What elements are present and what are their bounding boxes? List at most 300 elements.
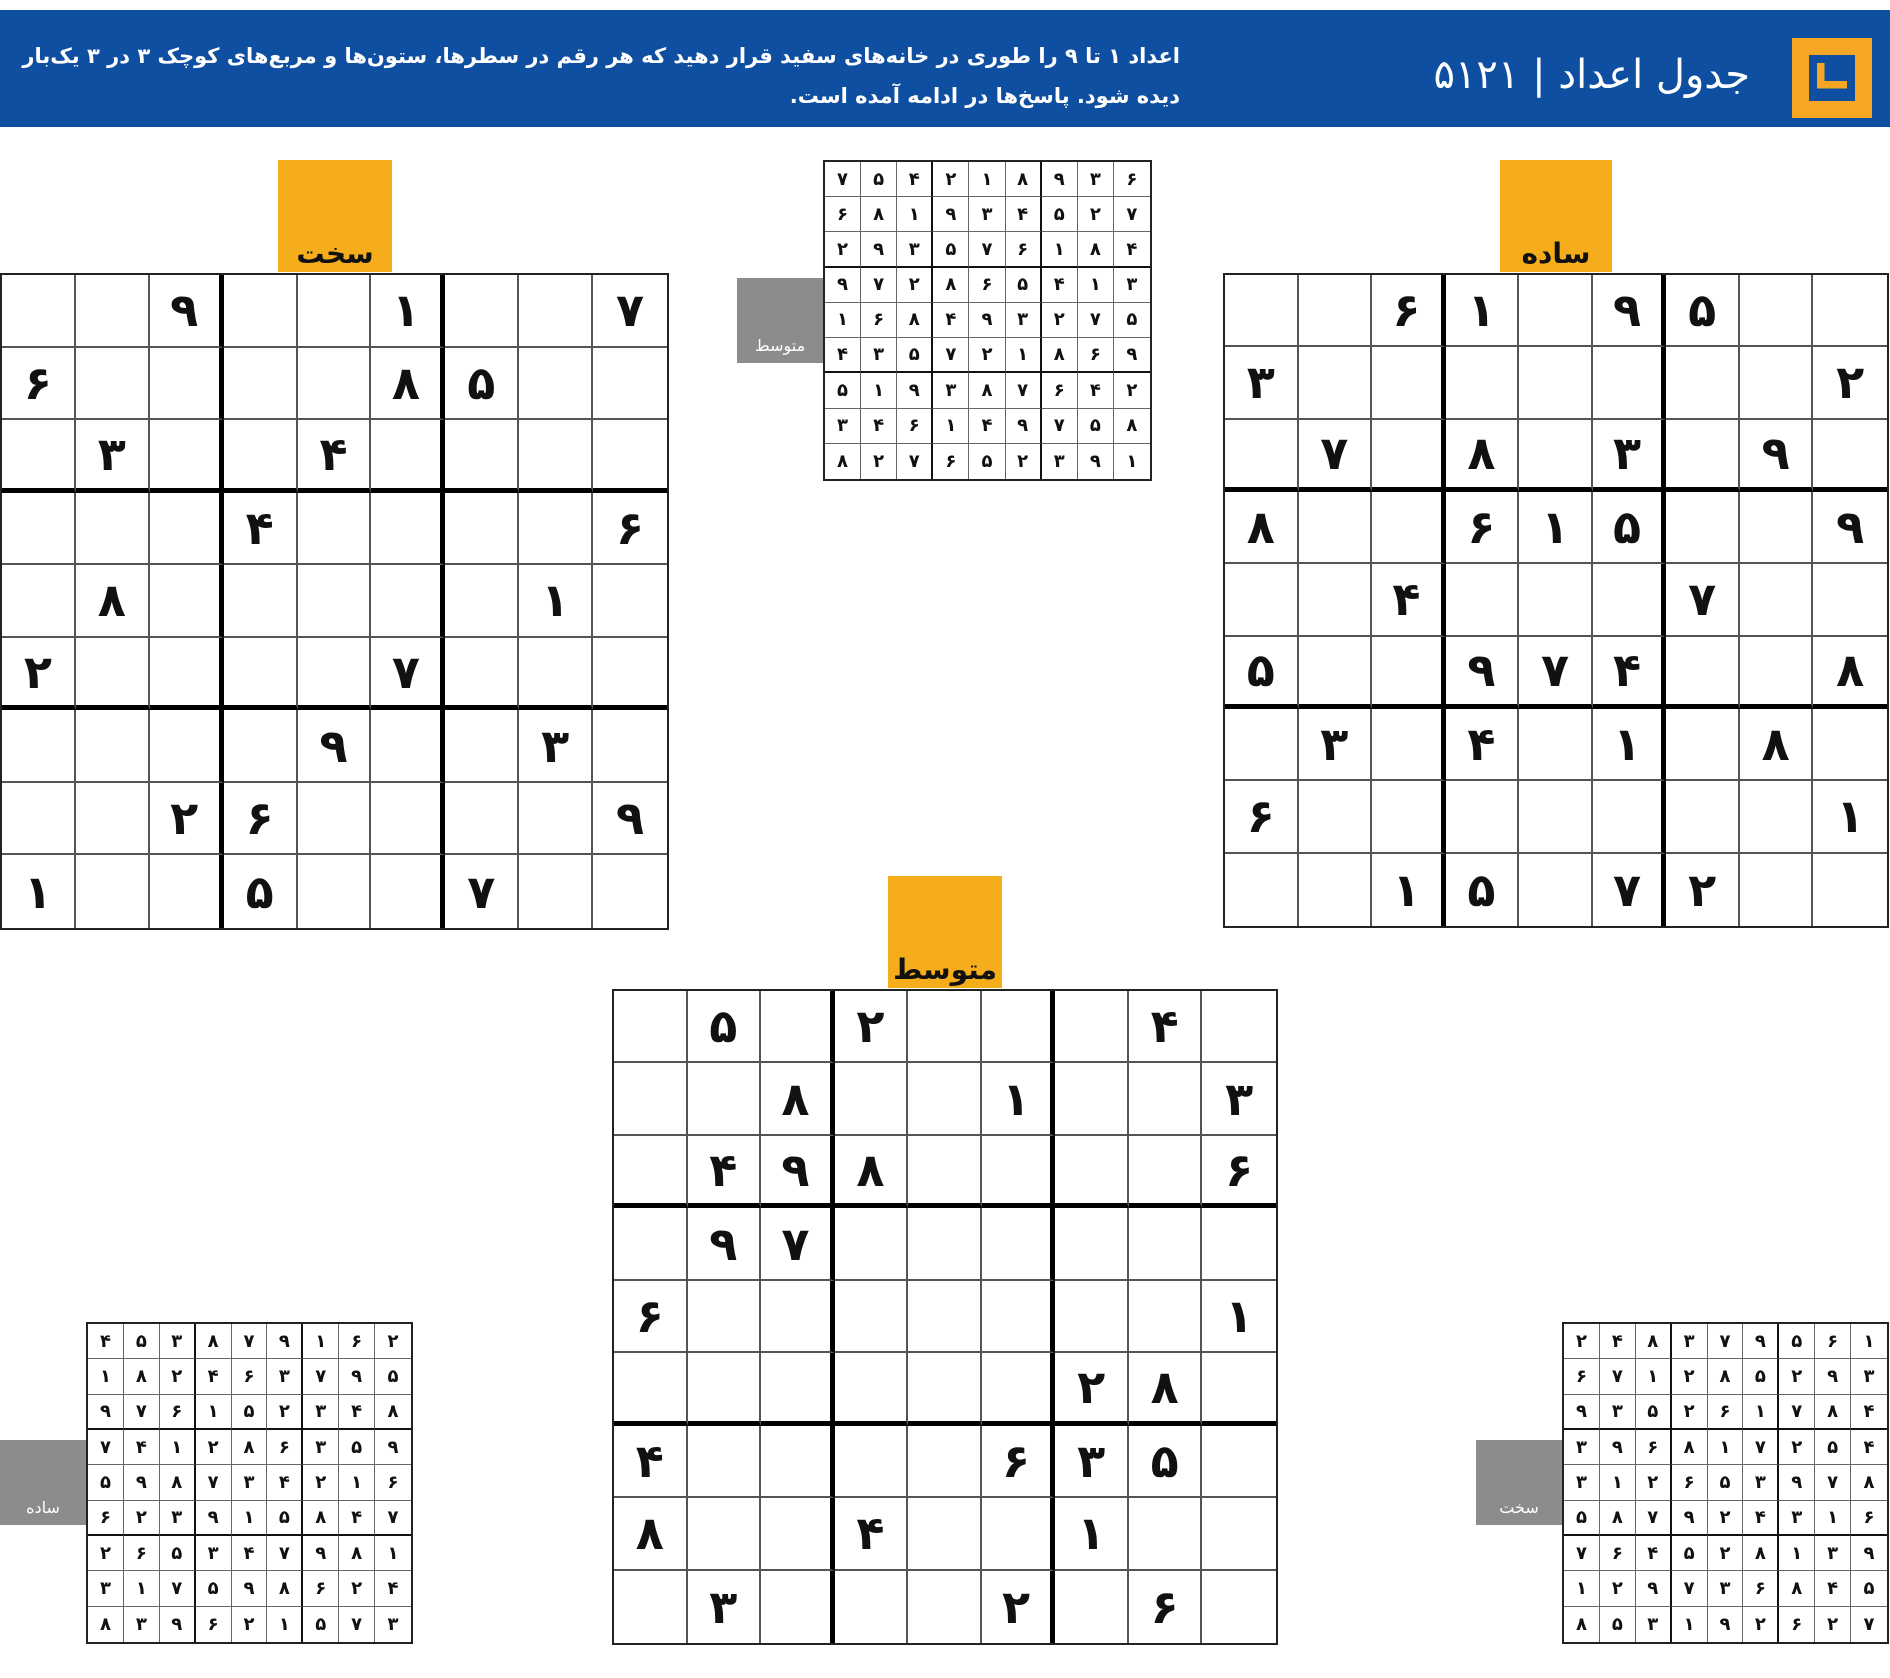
sudoku-cell[interactable]: [761, 991, 835, 1063]
sudoku-cell: ۷: [1564, 1536, 1600, 1571]
sudoku-cell[interactable]: [1225, 854, 1299, 926]
sudoku-cell: ۵: [1129, 1426, 1203, 1498]
sudoku-cell[interactable]: [908, 1426, 982, 1498]
sudoku-cell: ۴: [933, 303, 969, 338]
difficulty-tag-easy: [1500, 160, 1612, 272]
sudoku-cell: ۵: [1446, 854, 1520, 926]
sudoku-cell: ۴: [88, 1324, 124, 1359]
sudoku-cell: ۵: [825, 373, 861, 408]
sudoku-cell[interactable]: [1299, 781, 1373, 853]
sudoku-cell[interactable]: [2, 783, 76, 856]
sudoku-cell: ۵: [232, 1395, 268, 1430]
sudoku-cell[interactable]: [519, 638, 593, 711]
sudoku-cell: ۶: [1672, 1465, 1708, 1500]
sudoku-cell[interactable]: [2, 565, 76, 638]
sudoku-cell[interactable]: [982, 1353, 1056, 1425]
sudoku-cell[interactable]: [1446, 347, 1520, 419]
sudoku-cell[interactable]: [371, 420, 445, 493]
sudoku-cell[interactable]: [519, 855, 593, 928]
sudoku-cell: ۳: [1564, 1430, 1600, 1465]
sudoku-cell[interactable]: [908, 1353, 982, 1425]
sudoku-cell[interactable]: [1129, 1063, 1203, 1135]
sudoku-cell[interactable]: [1055, 1571, 1129, 1643]
sudoku-cell[interactable]: [371, 493, 445, 566]
sudoku-cell[interactable]: [224, 420, 298, 493]
sudoku-cell: ۳: [688, 1571, 762, 1643]
sudoku-cell: ۲: [88, 1536, 124, 1571]
sudoku-cell[interactable]: [1299, 637, 1373, 709]
sudoku-cell: ۵: [124, 1324, 160, 1359]
answer-grid-easy: [86, 1322, 413, 1644]
sudoku-cell[interactable]: [688, 1498, 762, 1570]
sudoku-cell: ۷: [267, 1536, 303, 1571]
sudoku-cell[interactable]: [1299, 854, 1373, 926]
sudoku-cell: ۲: [1006, 444, 1042, 479]
sudoku-cell[interactable]: [1372, 347, 1446, 419]
sudoku-cell: ۷: [232, 1324, 268, 1359]
sudoku-cell: ۱: [303, 1324, 339, 1359]
sudoku-cell: ۲: [1779, 1430, 1815, 1465]
sudoku-cell: ۲: [1672, 1395, 1708, 1430]
sudoku-cell[interactable]: [593, 420, 667, 493]
sudoku-cell[interactable]: [1299, 275, 1373, 347]
sudoku-cell: ۸: [196, 1324, 232, 1359]
sudoku-cell: ۹: [160, 1607, 196, 1642]
sudoku-cell: ۱: [1519, 492, 1593, 564]
sudoku-cell: ۳: [1672, 1324, 1708, 1359]
sudoku-cell[interactable]: [1202, 1208, 1276, 1280]
sudoku-cell[interactable]: [519, 493, 593, 566]
sudoku-cell: ۱: [1743, 1395, 1779, 1430]
sudoku-cell[interactable]: [1740, 275, 1814, 347]
sudoku-cell[interactable]: [1225, 709, 1299, 781]
sudoku-cell: ۱: [1126, 450, 1138, 472]
sudoku-cell[interactable]: [76, 493, 150, 566]
sudoku-cell[interactable]: [982, 1498, 1056, 1570]
sudoku-cell[interactable]: [371, 783, 445, 856]
sudoku-cell: ۱: [1815, 1501, 1851, 1536]
sudoku-cell: ۳: [267, 1359, 303, 1394]
sudoku-cell[interactable]: [1666, 637, 1740, 709]
sudoku-cell: ۸: [1636, 1324, 1672, 1359]
sudoku-cell[interactable]: [1202, 991, 1276, 1063]
sudoku-cell: ۵: [196, 1571, 232, 1606]
sudoku-cell: ۴: [298, 420, 372, 493]
header-bar: [0, 10, 1890, 127]
sudoku-cell[interactable]: [908, 1571, 982, 1643]
sudoku-cell[interactable]: [224, 710, 298, 783]
sudoku-cell: ۵: [1042, 197, 1078, 232]
sudoku-cell[interactable]: [835, 1281, 909, 1353]
sudoku-cell[interactable]: [1202, 1426, 1276, 1498]
sudoku-cell: ۸: [1813, 637, 1887, 709]
sudoku-cell: ۹: [969, 303, 1005, 338]
sudoku-cell[interactable]: [982, 1136, 1056, 1208]
sudoku-cell[interactable]: [1202, 1353, 1276, 1425]
sudoku-cell[interactable]: [224, 275, 298, 348]
sudoku-cell[interactable]: [761, 1498, 835, 1570]
sudoku-cell: ۱: [1672, 1607, 1708, 1642]
sudoku-cell[interactable]: [1666, 492, 1740, 564]
sudoku-cell[interactable]: [908, 991, 982, 1063]
sudoku-cell[interactable]: [593, 638, 667, 711]
instructions: [22, 36, 1180, 116]
sudoku-cell: ۶: [969, 268, 1005, 303]
sudoku-cell[interactable]: [1372, 492, 1446, 564]
sudoku-cell: ۳: [1055, 1426, 1129, 1498]
sudoku-cell: ۸: [1740, 709, 1814, 781]
sudoku-cell[interactable]: [150, 565, 224, 638]
sudoku-cell[interactable]: [1740, 781, 1814, 853]
sudoku-cell[interactable]: [1202, 1571, 1276, 1643]
sudoku-cell: ۱: [1851, 1324, 1887, 1359]
sudoku-cell: ۳: [1006, 303, 1042, 338]
sudoku-cell: ۴: [1636, 1536, 1672, 1571]
sudoku-cell[interactable]: [1666, 709, 1740, 781]
sudoku-cell: ۱: [969, 162, 1005, 197]
sudoku-cell[interactable]: [224, 638, 298, 711]
sudoku-cell[interactable]: [1055, 991, 1129, 1063]
sudoku-cell: ۹: [593, 783, 667, 856]
sudoku-cell: ۷: [445, 855, 519, 928]
sudoku-cell[interactable]: [1446, 564, 1520, 636]
sudoku-cell: ۴: [124, 1430, 160, 1465]
sudoku-cell: ۳: [933, 373, 969, 408]
sudoku-cell: ۴: [1129, 991, 1203, 1063]
sudoku-cell[interactable]: [1055, 1208, 1129, 1280]
sudoku-cell[interactable]: [76, 275, 150, 348]
sudoku-cell[interactable]: [1740, 347, 1814, 419]
sudoku-cell[interactable]: [1446, 781, 1520, 853]
sudoku-cell: ۶: [160, 1395, 196, 1430]
sudoku-cell: ۶: [897, 409, 933, 444]
sudoku-cell: ۱: [1446, 275, 1520, 347]
sudoku-cell[interactable]: [1666, 420, 1740, 492]
sudoku-cell[interactable]: [298, 783, 372, 856]
sudoku-cell[interactable]: [614, 1136, 688, 1208]
sudoku-cell: ۲: [303, 1465, 339, 1500]
sudoku-cell[interactable]: [1740, 492, 1814, 564]
sudoku-cell[interactable]: [1813, 854, 1887, 926]
sudoku-cell[interactable]: [1593, 564, 1667, 636]
sudoku-cell[interactable]: [445, 275, 519, 348]
sudoku-cell: ۸: [1779, 1571, 1815, 1606]
sudoku-cell[interactable]: [688, 1063, 762, 1135]
sudoku-cell: ۷: [1006, 373, 1042, 408]
sudoku-cell: ۱: [267, 1607, 303, 1642]
sudoku-cell: ۳: [1743, 1465, 1779, 1500]
sudoku-cell[interactable]: [445, 710, 519, 783]
sudoku-cell[interactable]: [150, 420, 224, 493]
sudoku-cell[interactable]: [614, 1208, 688, 1280]
sudoku-cell: ۶: [1042, 373, 1078, 408]
sudoku-cell[interactable]: [1225, 564, 1299, 636]
sudoku-cell[interactable]: [1519, 564, 1593, 636]
sudoku-cell[interactable]: [688, 1281, 762, 1353]
sudoku-cell: ۴: [232, 1536, 268, 1571]
sudoku-cell: ۶: [88, 1501, 124, 1536]
sudoku-cell: ۳: [1779, 1501, 1815, 1536]
sudoku-cell[interactable]: [761, 1426, 835, 1498]
sudoku-cell[interactable]: [1055, 1281, 1129, 1353]
sudoku-cell: ۸: [897, 303, 933, 338]
sudoku-cell[interactable]: [445, 493, 519, 566]
sudoku-cell: ۶: [1779, 1607, 1815, 1642]
sudoku-cell: ۹: [267, 1324, 303, 1359]
sudoku-cell[interactable]: [593, 710, 667, 783]
sudoku-cell[interactable]: [1299, 347, 1373, 419]
publisher-logo-icon: [1792, 38, 1872, 118]
sudoku-cell[interactable]: [298, 493, 372, 566]
sudoku-cell: ۸: [1042, 338, 1078, 373]
sudoku-cell[interactable]: [1372, 781, 1446, 853]
sudoku-cell[interactable]: [76, 638, 150, 711]
sudoku-cell[interactable]: [1129, 1136, 1203, 1208]
sudoku-cell: ۱: [1593, 709, 1667, 781]
sudoku-cell[interactable]: [982, 991, 1056, 1063]
instructions-line-2: دیده شود. پاسخ‌ها در ادامه آمده است.: [789, 84, 1180, 108]
sudoku-cell: ۲: [160, 1359, 196, 1394]
sudoku-cell: ۳: [1114, 268, 1150, 303]
sudoku-cell[interactable]: [445, 638, 519, 711]
sudoku-cell[interactable]: [224, 348, 298, 421]
sudoku-cell[interactable]: [688, 1426, 762, 1498]
sudoku-cell: ۱: [339, 1465, 375, 1500]
sudoku-cell: ۳: [1636, 1607, 1672, 1642]
sudoku-cell[interactable]: [1740, 854, 1814, 926]
sudoku-cell[interactable]: [1519, 420, 1593, 492]
sudoku-cell[interactable]: [593, 565, 667, 638]
sudoku-cell[interactable]: [593, 855, 667, 928]
sudoku-cell: ۵: [1078, 409, 1114, 444]
sudoku-cell[interactable]: [614, 1353, 688, 1425]
sudoku-cell[interactable]: [1519, 781, 1593, 853]
sudoku-cell[interactable]: [614, 1063, 688, 1135]
sudoku-cell[interactable]: [1519, 347, 1593, 419]
sudoku-cell: ۶: [861, 303, 897, 338]
answer-label-hard: سخت: [1476, 1440, 1562, 1525]
sudoku-cell: ۶: [1202, 1136, 1276, 1208]
sudoku-cell: ۷: [861, 268, 897, 303]
sudoku-cell[interactable]: [76, 348, 150, 421]
sudoku-cell: ۷: [825, 162, 861, 197]
sudoku-cell: ۹: [1743, 1324, 1779, 1359]
sudoku-cell: ۱: [124, 1571, 160, 1606]
sudoku-cell[interactable]: [1225, 420, 1299, 492]
sudoku-cell[interactable]: [1055, 1063, 1129, 1135]
sudoku-cell[interactable]: [298, 348, 372, 421]
sudoku-cell: ۴: [1851, 1395, 1887, 1430]
sudoku-cell: ۸: [825, 444, 861, 479]
sudoku-cell[interactable]: [150, 348, 224, 421]
sudoku-cell[interactable]: [519, 783, 593, 856]
sudoku-cell: ۱: [1006, 338, 1042, 373]
sudoku-cell: ۷: [1519, 637, 1593, 709]
sudoku-cell[interactable]: [982, 1281, 1056, 1353]
sudoku-cell[interactable]: [1519, 275, 1593, 347]
sudoku-cell[interactable]: [614, 1571, 688, 1643]
sudoku-cell[interactable]: [298, 275, 372, 348]
sudoku-cell: ۷: [1863, 1613, 1875, 1635]
sudoku-cell[interactable]: [445, 420, 519, 493]
sudoku-cell[interactable]: [1740, 637, 1814, 709]
sudoku-cell[interactable]: [982, 1208, 1056, 1280]
sudoku-cell[interactable]: [1813, 275, 1887, 347]
sudoku-cell: ۱: [519, 565, 593, 638]
sudoku-cell[interactable]: [761, 1353, 835, 1425]
sudoku-cell[interactable]: [1055, 1136, 1129, 1208]
sudoku-cell: ۷: [1672, 1571, 1708, 1606]
sudoku-cell: ۸: [375, 1395, 411, 1430]
sudoku-cell: ۹: [1006, 409, 1042, 444]
sudoku-cell: ۹: [303, 1536, 339, 1571]
sudoku-cell: ۸: [835, 1136, 909, 1208]
sudoku-cell: ۶: [933, 444, 969, 479]
sudoku-cell[interactable]: [908, 1063, 982, 1135]
sudoku-cell: ۹: [1636, 1571, 1672, 1606]
sudoku-cell[interactable]: [1813, 420, 1887, 492]
sudoku-cell[interactable]: [76, 710, 150, 783]
sudoku-cell: ۵: [969, 444, 1005, 479]
sudoku-cell[interactable]: [371, 855, 445, 928]
sudoku-cell: ۹: [1042, 162, 1078, 197]
sudoku-cell[interactable]: [908, 1208, 982, 1280]
sudoku-cell: ۶: [982, 1426, 1056, 1498]
sudoku-cell[interactable]: [614, 991, 688, 1063]
sudoku-cell[interactable]: [445, 565, 519, 638]
sudoku-cell[interactable]: [761, 1281, 835, 1353]
sudoku-cell[interactable]: [150, 710, 224, 783]
sudoku-cell: ۲: [1042, 303, 1078, 338]
sudoku-cell: ۶: [1372, 275, 1446, 347]
sudoku-cell[interactable]: [371, 710, 445, 783]
answer-label-medium: متوسط: [737, 278, 823, 363]
sudoku-cell: ۶: [1743, 1571, 1779, 1606]
sudoku-cell[interactable]: [835, 1353, 909, 1425]
sudoku-cell: ۱: [933, 409, 969, 444]
sudoku-cell: ۴: [1114, 232, 1150, 267]
sudoku-cell: ۵: [1779, 1324, 1815, 1359]
sudoku-cell[interactable]: [1299, 564, 1373, 636]
sudoku-cell[interactable]: [150, 493, 224, 566]
sudoku-cell: ۲: [267, 1395, 303, 1430]
sudoku-cell[interactable]: [1519, 709, 1593, 781]
sudoku-cell[interactable]: [1225, 275, 1299, 347]
sudoku-grid-medium: [612, 989, 1278, 1645]
sudoku-cell: ۴: [825, 338, 861, 373]
sudoku-cell[interactable]: [1129, 1208, 1203, 1280]
sudoku-cell[interactable]: [1593, 781, 1667, 853]
sudoku-cell: ۴: [688, 1136, 762, 1208]
sudoku-cell: ۵: [224, 855, 298, 928]
sudoku-cell: ۴: [1372, 564, 1446, 636]
sudoku-cell[interactable]: [1519, 854, 1593, 926]
sudoku-cell: ۶: [1636, 1430, 1672, 1465]
sudoku-cell[interactable]: [835, 1063, 909, 1135]
sudoku-cell[interactable]: [76, 783, 150, 856]
sudoku-cell: ۶: [1564, 1359, 1600, 1394]
sudoku-cell[interactable]: [298, 565, 372, 638]
sudoku-cell[interactable]: [835, 1571, 909, 1643]
sudoku-cell: ۸: [1446, 420, 1520, 492]
sudoku-cell[interactable]: [835, 1208, 909, 1280]
sudoku-cell[interactable]: [1593, 347, 1667, 419]
sudoku-cell[interactable]: [1813, 709, 1887, 781]
sudoku-cell[interactable]: [298, 638, 372, 711]
sudoku-cell[interactable]: [2, 420, 76, 493]
sudoku-cell[interactable]: [1813, 564, 1887, 636]
sudoku-cell: ۸: [339, 1536, 375, 1571]
sudoku-cell: ۵: [688, 991, 762, 1063]
sudoku-cell[interactable]: [1129, 1498, 1203, 1570]
sudoku-cell: ۶: [375, 1465, 411, 1500]
sudoku-cell[interactable]: [908, 1136, 982, 1208]
sudoku-cell[interactable]: [593, 348, 667, 421]
sudoku-cell[interactable]: [1372, 637, 1446, 709]
sudoku-cell[interactable]: [150, 638, 224, 711]
sudoku-cell[interactable]: [519, 348, 593, 421]
sudoku-cell[interactable]: [519, 275, 593, 348]
sudoku-cell: ۳: [232, 1465, 268, 1500]
sudoku-cell[interactable]: [1372, 709, 1446, 781]
difficulty-tag-hard: [278, 160, 392, 272]
sudoku-cell[interactable]: [2, 710, 76, 783]
sudoku-cell[interactable]: [688, 1353, 762, 1425]
sudoku-cell[interactable]: [445, 783, 519, 856]
sudoku-cell[interactable]: [371, 565, 445, 638]
sudoku-cell: ۴: [224, 493, 298, 566]
sudoku-cell: ۴: [1006, 197, 1042, 232]
sudoku-cell[interactable]: [761, 1571, 835, 1643]
sudoku-cell: ۹: [1740, 420, 1814, 492]
sudoku-cell[interactable]: [1202, 1498, 1276, 1570]
sudoku-cell: ۵: [1743, 1359, 1779, 1394]
sudoku-cell[interactable]: [1299, 492, 1373, 564]
sudoku-cell: ۱: [1600, 1465, 1636, 1500]
sudoku-cell: ۵: [267, 1501, 303, 1536]
sudoku-cell[interactable]: [835, 1426, 909, 1498]
sudoku-cell[interactable]: [1740, 564, 1814, 636]
sudoku-cell: ۴: [375, 1571, 411, 1606]
sudoku-cell[interactable]: [1666, 347, 1740, 419]
sudoku-cell[interactable]: [908, 1281, 982, 1353]
sudoku-cell: ۷: [1042, 409, 1078, 444]
sudoku-cell: ۹: [232, 1571, 268, 1606]
sudoku-cell: ۴: [1446, 709, 1520, 781]
sudoku-cell: ۱: [2, 855, 76, 928]
sudoku-cell[interactable]: [1372, 420, 1446, 492]
sudoku-cell: ۸: [1006, 162, 1042, 197]
sudoku-cell[interactable]: [150, 855, 224, 928]
sudoku-cell: ۶: [1851, 1501, 1887, 1536]
sudoku-cell: ۵: [445, 348, 519, 421]
sudoku-cell: ۲: [1600, 1571, 1636, 1606]
sudoku-cell[interactable]: [2, 275, 76, 348]
sudoku-cell[interactable]: [76, 855, 150, 928]
sudoku-cell[interactable]: [224, 565, 298, 638]
sudoku-cell: ۴: [1851, 1430, 1887, 1465]
sudoku-cell[interactable]: [2, 493, 76, 566]
sudoku-cell: ۷: [761, 1208, 835, 1280]
sudoku-cell[interactable]: [298, 855, 372, 928]
sudoku-cell: ۴: [196, 1359, 232, 1394]
sudoku-cell[interactable]: [519, 420, 593, 493]
sudoku-cell[interactable]: [908, 1498, 982, 1570]
sudoku-grid-hard: [0, 273, 669, 930]
sudoku-cell[interactable]: [1666, 781, 1740, 853]
sudoku-cell[interactable]: [1129, 1281, 1203, 1353]
sudoku-cell: ۱: [1078, 268, 1114, 303]
